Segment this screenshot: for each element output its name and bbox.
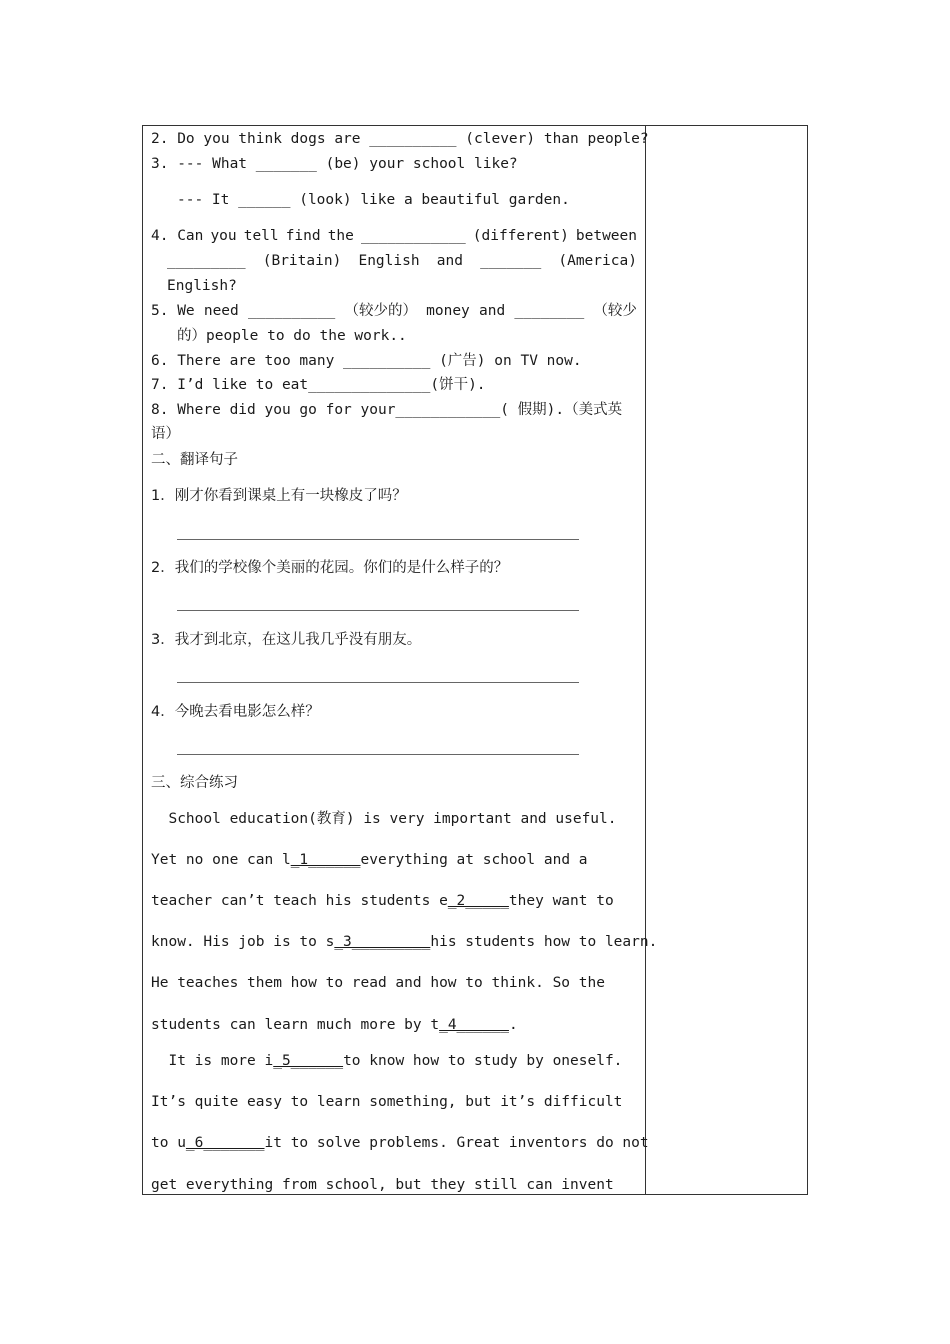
passage-line-7: It is more i_5______to know how to study by oneself. bbox=[151, 1053, 623, 1069]
section-heading-translate: 二、翻译句子 bbox=[151, 452, 238, 468]
question-6: 6. There are too many __________ (广告) on TV now. bbox=[151, 353, 582, 369]
blank-2: _2_____ bbox=[447, 893, 509, 909]
blank-6: _6_______ bbox=[185, 1135, 265, 1151]
blank-4: _4______ bbox=[439, 1017, 509, 1033]
blank-3: _3_________ bbox=[334, 934, 431, 950]
question-8-line-2: 语） bbox=[151, 426, 180, 442]
answer-line-1 bbox=[177, 539, 579, 540]
passage-line-1: School education(教育) is very important and useful. bbox=[151, 811, 617, 827]
question-8-line-1: 8. Where did you go for your____________( 假期).（美式英 bbox=[151, 402, 623, 418]
question-5-line-1: 5. We need __________ （较少的） money and ________ （较少 bbox=[151, 303, 637, 319]
blank-1: _1______ bbox=[290, 852, 361, 868]
passage-line-9: to u_6_______it to solve problems. Great inventors do not bbox=[151, 1135, 649, 1151]
answer-line-4 bbox=[177, 754, 579, 755]
notes-cell bbox=[646, 126, 807, 1194]
question-4-line-1: 4. Can you tell find the ____________ (different) between bbox=[151, 228, 637, 244]
question-4-line-3: English? bbox=[167, 278, 237, 294]
question-3a: 3. --- What _______ (be) your school like? bbox=[151, 156, 518, 172]
question-4-line-2: _________ (Britain) English and _______ (America) bbox=[167, 253, 637, 269]
answer-line-3 bbox=[177, 682, 579, 683]
passage-line-4: know. His job is to s_3_________his students how to learn. bbox=[151, 934, 658, 950]
answer-line-2 bbox=[177, 610, 579, 611]
passage-line-10: get everything from school, but they still can invent bbox=[151, 1177, 614, 1193]
passage-line-5: He teaches them how to read and how to think. So the bbox=[151, 975, 605, 991]
passage-line-2: Yet no one can l_1______everything at school and a bbox=[151, 852, 588, 868]
content-cell bbox=[143, 126, 658, 1194]
translate-item-2: 2．我们的学校像个美丽的花园。你们的是什么样子的？ bbox=[151, 560, 509, 576]
question-5-line-2: 的）people to do the work.. bbox=[177, 328, 407, 344]
translate-item-4: 4．今晚去看电影怎么样？ bbox=[151, 704, 320, 720]
passage-line-8: It’s quite easy to learn something, but it’s difficult bbox=[151, 1094, 623, 1110]
section-heading-practice: 三、综合练习 bbox=[151, 775, 238, 791]
question-7: 7. I’d like to eat______________(饼干). bbox=[151, 377, 486, 393]
translate-item-1: 1．刚才你看到课桌上有一块橡皮了吗？ bbox=[151, 488, 407, 504]
worksheet-table bbox=[142, 125, 808, 1195]
translate-item-3: 3．我才到北京，在这儿我几乎没有朋友。 bbox=[151, 632, 422, 648]
question-2: 2. Do you think dogs are __________ (clever) than people? bbox=[151, 131, 649, 147]
blank-5: _5______ bbox=[273, 1053, 344, 1069]
question-3b: --- It ______ (look) like a beautiful garden. bbox=[177, 192, 570, 208]
passage-line-6: students can learn much more by t_4______. bbox=[151, 1017, 518, 1033]
passage-line-3: teacher can’t teach his students e_2_____they want to bbox=[151, 893, 614, 909]
